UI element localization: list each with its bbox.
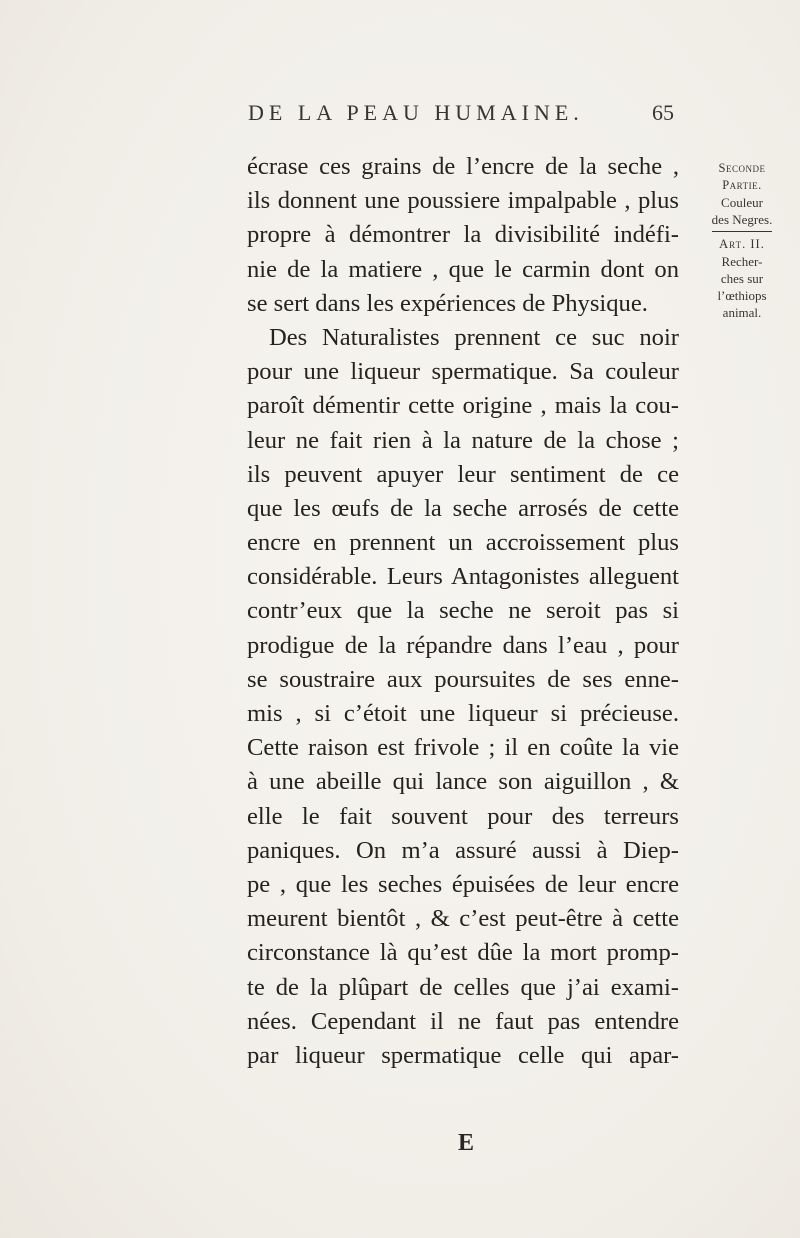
text-line: nie de la matiere , que le carmin dont on xyxy=(247,255,679,283)
margin-section-line: Partie. xyxy=(722,178,762,192)
text-line: pour une liqueur spermatique. Sa couleur xyxy=(247,358,679,386)
running-head xyxy=(248,100,674,132)
text-line: leur ne fait rien à la nature de la chose ; xyxy=(247,426,679,454)
text-line: Cette raison est frivole ; il en coûte la vie xyxy=(247,734,679,762)
page-number: 65 xyxy=(652,100,674,125)
margin-section-line: des Negres. xyxy=(711,212,773,227)
text-line: se sert dans les expériences de Physique. xyxy=(247,289,648,317)
margin-divider xyxy=(712,231,772,232)
text-line: à une abeille qui lance son aiguillon , & xyxy=(247,768,679,796)
text-line: prodigue de la répandre dans l’eau , pour xyxy=(247,631,679,659)
text-line: ils donnent une poussiere impalpable , plus xyxy=(247,187,679,215)
text-line: considérable. Leurs Antagonistes alleguent xyxy=(247,563,679,591)
text-line: circonstance là qu’est dûe la mort promp- xyxy=(247,939,679,967)
text-line: pe , que les seches épuisées de leur encre xyxy=(247,870,679,898)
text-line: par liqueur spermatique celle qui apar- xyxy=(247,1041,679,1069)
margin-article-line: animal. xyxy=(722,305,762,320)
margin-article-line: Art. II. xyxy=(719,237,765,251)
margin-section-line: Seconde xyxy=(718,161,766,175)
text-line: contr’eux que la seche ne seroit pas si xyxy=(247,597,679,625)
text-line: que les œufs de la seche arrosés de cette xyxy=(247,494,679,522)
text-line: propre à démontrer la divisibilité indéfi- xyxy=(247,221,679,249)
text-line: encre en prennent un accroissement plus xyxy=(247,529,679,557)
text-line: paroît démentir cette origine , mais la cou- xyxy=(247,392,679,420)
text-line: écrase ces grains de l’encre de la seche , xyxy=(247,153,679,180)
text-line: ils peuvent apuyer leur sentiment de ce xyxy=(247,460,679,488)
text-line: mis , si c’étoit une liqueur si précieuse. xyxy=(247,700,679,727)
running-head-title: DE LA PEAU HUMAINE. xyxy=(248,100,584,125)
margin-note xyxy=(692,160,792,321)
text-line: te de la plûpart de celles que j’ai exami- xyxy=(247,973,679,1001)
text-line: meurent bientôt , & c’est peut-être à cette xyxy=(247,905,679,933)
signature-mark: E xyxy=(458,1130,475,1156)
margin-article-line: Recher- xyxy=(721,254,763,269)
text-line: elle le fait souvent pour des terreurs xyxy=(247,802,679,830)
margin-article-line: l’œthiops xyxy=(717,288,767,303)
margin-section-line: Couleur xyxy=(721,195,763,210)
text-line: paniques. On m’a assuré aussi à Diep- xyxy=(247,836,679,864)
body-text xyxy=(247,150,679,1073)
text-line: nées. Cependant il ne faut pas entendre xyxy=(247,1007,679,1035)
margin-article-line: ches sur xyxy=(720,271,764,286)
text-line: se soustraire aux poursuites de ses enne- xyxy=(247,665,679,693)
text-line: Des Naturalistes prennent ce suc noir xyxy=(269,323,679,351)
